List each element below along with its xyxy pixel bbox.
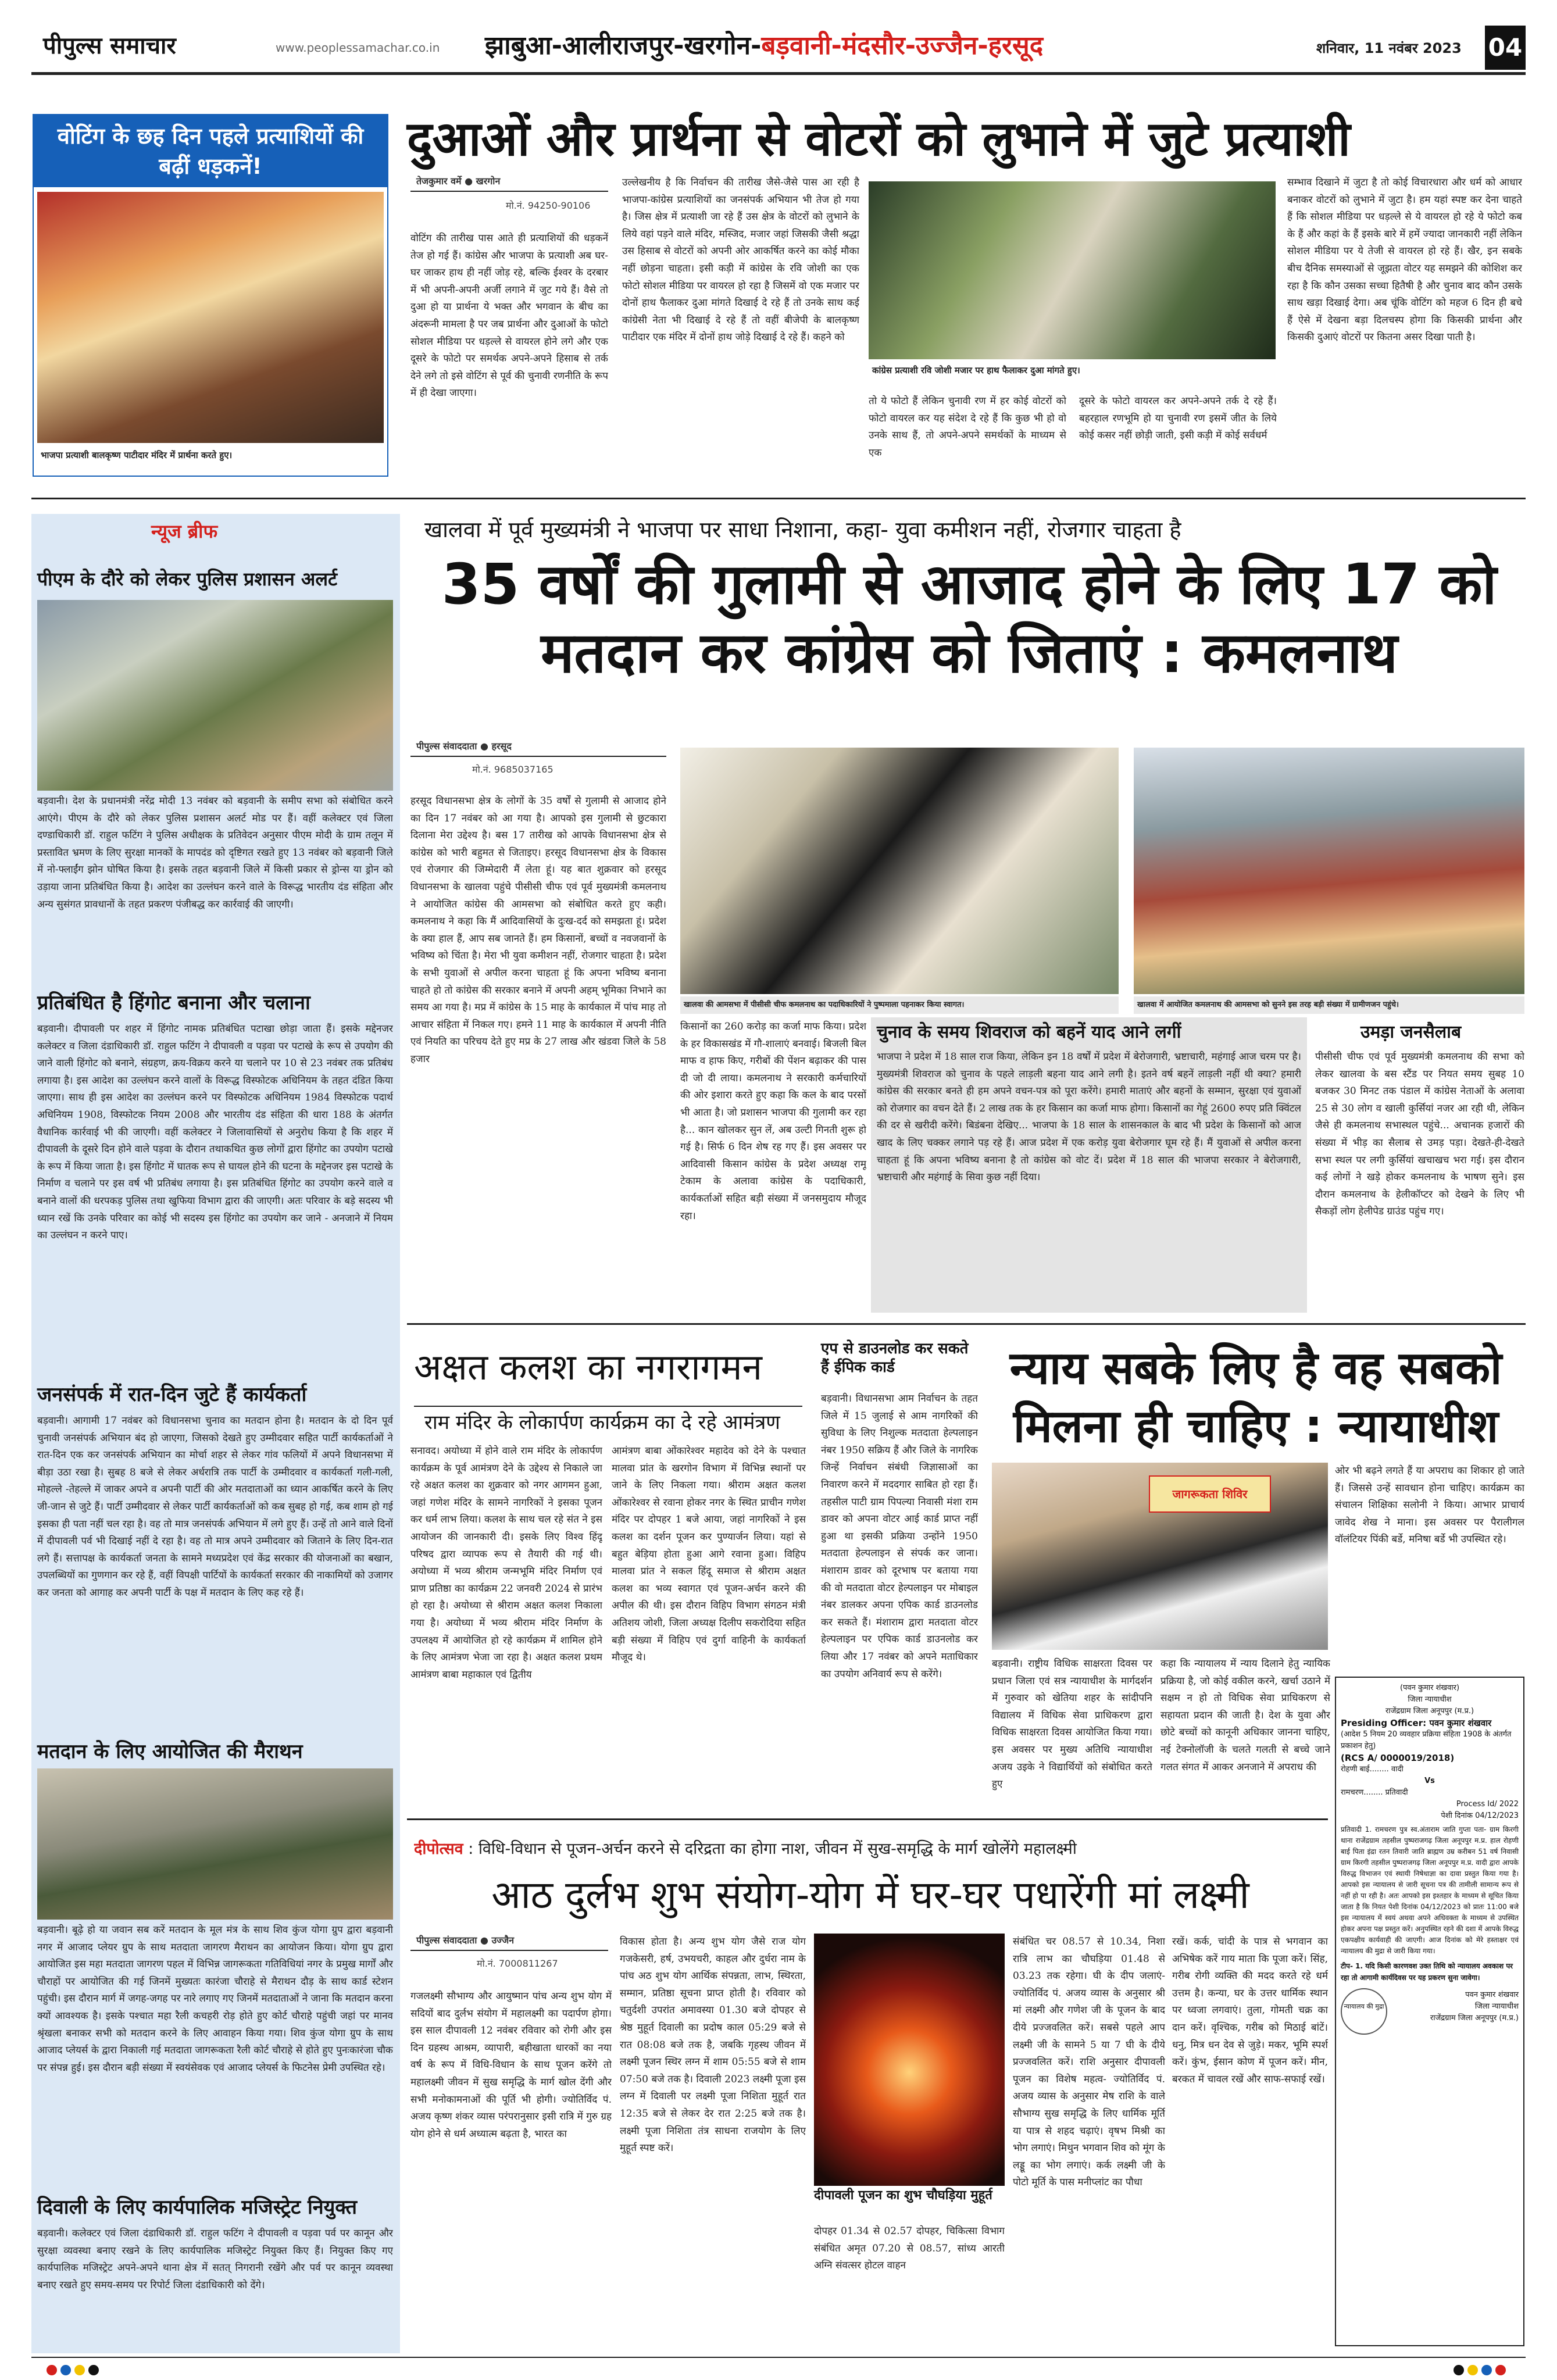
lead-box-caption: भाजपा प्रत्याशी बालकृष्ण पाटीदार मंदिर में प्रार्थना करते हुए। xyxy=(41,450,233,460)
reg-dot xyxy=(1467,2365,1478,2375)
reg-dot xyxy=(60,2365,71,2375)
story6-byline-rule xyxy=(410,1950,608,1951)
story1-col2: उल्लेखनीय है कि निर्वाचन की तारीख जैसे-जैसे पास आ रही है भाजपा-कांग्रेस प्रत्याशियों का जनसंपर्क अभियान भी तेज हो गया है। जिस क्षेत्र में प्रत्याशी जा रहे हैं उस क्षेत्र के वोटरों को लुभाने के लिये वहां पड़ने वाले मंदिर, मस्जिद, मजार जहां जिसकी जैसी श्रद्धा उस हिसाब से वोटरों को अपनी ओर आकर्षित करने का कोई मौका नहीं छोड़ना चाहता। इसी कड़ी में कांग्रेस के रवि जोशी का एक फोटो सोशल मीडिया पर वायरल हो रहा है जिसमें वो एक मजार पर दोनों हाथ फैलाकर दुआ मांगते दिखाई दे रहे हैं तो उनके साथ कई कांग्रेसी नेता भी दिखाई दे रहे हैं तो वहीं बीजेपी के बालकृष्ण पाटीदार एक मंदिर में दोनों हाथ जोड़े दिखाई दे रहे हैं। कहने को xyxy=(622,177,859,344)
story5-body-right: ओर भी बढ़ने लगते हैं या अपराध का शिकार हो जाते हैं। जिससे उन्हें सावधान होना चाहिए। कार्यक्रम का संचालन शिक्षिका सलोनी ने किया। आभार प्राचार्य जावेद शेख ने माना। इस अवसर पर पैरालीगल वॉलंटियर पिंकी बर्डे, मनिषा बर्डे भी उपस्थित रहे। xyxy=(1335,1465,1524,1546)
story2-mobile: मो.नं. 9685037165 xyxy=(472,764,553,775)
notice-l8: Vs xyxy=(1424,1777,1435,1785)
notice-l5: (आदेश 5 नियम 20 व्यवहार प्रक्रिया संहिता 1908 के अंतर्गत प्रकाशन हेतु) xyxy=(1341,1730,1512,1750)
page-number: 04 xyxy=(1485,26,1526,70)
reg-dot xyxy=(74,2365,85,2375)
story6-col2: विकास होता है। अन्य शुभ योग जैसे राज योग गजकेसरी, हर्ष, उभयचरी, काहल और दुर्धरा नाम के पांच अठ शुभ योग आर्थिक संपन्नता, लाभ, स्थिरता, सम्मान, प्रतिष्ठा सूचना प्राप्त होती है। रविवार को चतुर्दशी उपरांत अमावस्या 01.30 बजे दोपहर से श्रेष्ठ मुहूर्त दिवाली का प्रदोष काल 05:29 बजे से रात 08:08 बजे तक है, जबकि गृहस्थ जीवन में लक्ष्मी पूजन स्थिर लग्न में शाम 05:55 बजे से शाम 07:50 बजे तक है। दिवाली 2023 लक्ष्मी पूजा इस लग्न में दिवाली पर लक्ष्मी पूजा निशिता मुहूर्त रात 12:35 बजे से लेकर देर रात 2:25 बजे तक है। लक्ष्मी पूजा निशिता तंत्र साधना राजयोग के लिए मुहूर्त स्पष्ट करें। xyxy=(620,1936,806,2154)
notice-seal: न्यायालय की मुद्रा xyxy=(1341,1988,1387,2035)
story1-col3b: दूसरे के फोटो वायरल कर अपने-अपने तर्क दे रहे हैं। बहरहाल रणभूमि हो या चुनावी रण इसमें जीत के लिये कोई कसर नहीं छोड़ी जाती, इसी कड़ी में कोई सर्वधर्म xyxy=(1079,395,1277,442)
story2-byline: पीपुल्स संवाददाता ● हरसूद xyxy=(416,741,512,752)
notice-sig3: राजेंद्रग्राम जिला अनूपपुर (म.प्र.) xyxy=(1430,2014,1519,2022)
masthead xyxy=(31,26,1526,70)
story2-caption2: खालवा में आयोजित कमलनाथ की आमसभा को सुनने इस तरह बड़ी संख्या में ग्रामीणजन पहुंचे। xyxy=(1134,996,1524,1014)
story5-poster-text: जागरूकता शिविर xyxy=(1172,1487,1248,1501)
story1-byline: तेजकुमार वर्मे ● खरगोन xyxy=(416,176,501,187)
story2-photo1 xyxy=(680,748,1119,994)
notice-sig2: जिला न्यायाधीश xyxy=(1474,2002,1519,2011)
brief5-title: दिवाली के लिए कार्यपालिक मजिस्ट्रेट नियुक्त xyxy=(37,2196,357,2219)
masthead-date: शनिवार, 11 नवंबर 2023 xyxy=(1316,40,1462,56)
brief3-body: बड़वानी। आगामी 17 नवंबर को विधानसभा चुनाव का मतदान होना है। मतदान के दो दिन पूर्व चुनावी जनसंपर्क अभियान बंद हो जाएगा, जिसको देखते हुए उम्मीदवार सहित पार्टी कार्यकर्ताओं ने रात-दिन एक कर जनसंपर्क अभियान का मोर्चा शहर से लेकर गांव फलियों में अपने विधानसभा में बीड़ा उठा रखा है। सुबह 8 बजे से लेकर अर्धरात्रि तक पार्टी के उम्मीदवार व कार्यकर्ता गली-गली, मोहल्ले -तेहल्ले में जाकर अपने व अपनी पार्टी की ओर मतदाताओं का ध्यान आकर्षित करने के लिए जी-जान से जुटे हैं। पार्टी उम्मीदवार से लेकर पार्टी कार्यकर्ताओं को कब सुबह हो गई, कब शाम हो गई इसका ही पता नहीं चल रहा है। वह तो मात्र जनसंपर्क अभियान में लगे हुए हैं। उन्हें तो आने वाले दिनों में दीपावली पर्व भी दिखाई नहीं दे रहा है। वह तो मात्र अपने उम्मीदवार को जिताने के लिए दिन-रात लगे हैं। सत्तापक्ष के कार्यकर्ता जनता के सामने मध्यप्रदेश एवं केंद्र सरकार की योजनाओं का बखान, उपलब्धियों का गुणगान कर रहे हैं, वहीं विपक्षी पार्टियों के कार्यकर्ता सरकार की नाकामियों को उजागर कर जनता को आगाह कर अपनी पार्टी के पक्ष में मतदान के लिए कह रहे हैं। xyxy=(37,1415,393,1599)
notice-sig1: पवन कुमार शंखवार xyxy=(1465,1991,1519,1999)
story6-mobile: मो.नं. 7000811267 xyxy=(477,1958,558,1969)
story6-col1: गजलक्ष्मी सौभाग्य और आयुष्मान पांच अन्य शुभ योग में सदियों बाद दुर्लभ संयोग में महालक्ष्मी का पदार्पण होगा। इस साल दीपावली 12 नवंबर रविवार को रोगी और इस दिन ग्रहस्थ आश्रम, व्यापारी, बहीखाता धारकों का नया वर्ष के रूप में विधि-विधान के साथ पूजन करेंगे तो महालक्ष्मी जीवन में सुख समृद्धि के मार्ग खोल देंगी और सभी मनोकामनाओं की पूर्ति भी होगी। ज्योतिर्विद पं. अजय कृष्ण शंकर व्यास परंपरानुसार इसी रात्रि में गुरु ग्रह योग होने से धर्म अध्यात्म बढ़ता है, भारत का xyxy=(410,1991,612,2140)
notice-footer: टीप- 1. यदि किसी कारणवश उक्त तिथि को न्यायालय अवकाश पर रहा तो आगामी कार्यदिवस पर यह प्रकरण सुना जावेगा। xyxy=(1341,1962,1513,1982)
story3-rule xyxy=(414,1406,802,1407)
brief1-body: बड़वानी। देश के प्रधानमंत्री नरेंद्र मोदी 13 नवंबर को बड़वानी के समीप सभा को संबोधित करने आएंगे। पीएम के दौरे को लेकर पुलिस प्रशासन अलर्ट मोड पर हैं। वहीं कलेक्टर एवं जिला दण्डाधिकारी डॉ. राहुल फटिंग ने पुलिस अधीक्षक के प्रतिवेदन अनुसार पीएम मोदी के ग्राम तलून में प्रस्तावित भ्रमण के लिए सुरक्षा मानकों के मापदंड को दृष्टिगत रखते हुए 13 नवंबर को बड़वानी जिले में नो-फ्लाईंग झोन घोषित किया है। इसके तहत बड़वानी जिले में किसी प्रकार से ड्रोन्स या ड्रोन को उड़ाया जाना प्रतिबंधित किया है। आदेश का उल्लंघन करने वाले के विरूद्ध भारतीय दंड संहिता और अन्य सुसंगत प्रावधानों के तहत प्रकरण पंजीबद्ध कर कार्रवाई की जाएगी। xyxy=(37,795,393,910)
notice-l7: रोहणी बाई........ वादी xyxy=(1341,1765,1404,1774)
story6-kicker-row xyxy=(414,1837,1327,1860)
notice-l2: जिला न्यायाधीश xyxy=(1408,1695,1452,1704)
story1-col1: वोटिंग की तारीख पास आते ही प्रत्याशियों की धड़कनें तेज हो गई हैं। कांग्रेस और भाजपा के प्रत्याशी अब घर-घर जाकर हाथ ही नहीं जोड़ रहे, बल्कि ईश्वर के दरबार में भी अपनी-अपनी अर्जी लगाने में जुट गये हैं। वैसे तो दुआ हो या प्रार्थना ये भक्त और भगवान के बीच का अंदरूनी मामला है पर जब प्रार्थना और दुआओं के फोटो सोशल मीडिया पर धड़ल्ले से वायरल होने लगे और एक दूसरे के फोटो पर समर्थक अपने-अपने हिसाब से तर्क देने लगे तो इसे वोटिंग से पूर्व की चुनावी रणनीति के रूप में ही देखा जाएगा। xyxy=(410,233,608,399)
story5-poster xyxy=(1149,1475,1271,1513)
story4-headline: एप से डाउनलोड कर सकते हैं ईपिक कार्ड xyxy=(821,1340,969,1376)
masthead-logo: पीपुल्स समाचार xyxy=(43,33,176,59)
story2-col1: हरसूद विधानसभा क्षेत्र के लोगों के 35 वर्षों से गुलामी से आजाद होने का दिन 17 नवंबर को आ गया है। आपको इस गुलामी से छुटकारा दिलाना मेरा उद्देश्य है। बस 17 तारीख को आपके विधानसभा क्षेत्र से कांग्रेस को भारी बहुमत से जिताइए। हरसूद विधानसभा क्षेत्र के विकास एवं रोजगार की जिम्मेदारी मैं लेता हूं। यह बात शुक्रवार को हरसूद विधानसभा के खालवा पहुंचे पीसीसी चीफ एवं पूर्व मुख्यमंत्री कमलनाथ ने आयोजित कांग्रेस की आमसभा को संबोधित करते हुए कही। कमलनाथ ने कहा कि मैं आदिवासियों के दुःख-दर्द को समझता हूं। प्रदेश के क्या हाल हैं, आप सब जानते हैं। हम किसानों, बच्चों व नवजवानों के भविष्य को चिंता है। मेरा भी युवा कमीशन नहीं, रोजगार चाहता है। प्रदेश के सभी युवाओं से अपील करना चाहता हूं कि अपना भविष्य बनाना चाहते हो तो कांग्रेस की सरकार बनाने में अपनी अहम् भूमिका निभाने का समय आ गया है। मप्र में कांग्रेस के 15 माह के कार्यकाल में पांच माह तो आचार संहिता में निकल गए। हमने 11 माह के कार्यकाल में अपनी नीति एवं नियति का परिचय देते हुए मप्र के 27 लाख और खंडवा जिले के 58 हजार xyxy=(410,795,666,1065)
lead-box-title: वोटिंग के छह दिन पहले प्रत्याशियों की बढ़ीं धड़कनें! xyxy=(34,115,387,187)
brief2-title: प्रतिबंधित है हिंगोट बनाना और चलाना xyxy=(37,991,310,1014)
story6-photo xyxy=(814,1934,1005,2186)
story2-headline: 35 वर्षों की गुलामी से आजाद होने के लिए 17 को मतदान कर कांग्रेस को जिताएं : कमलनाथ xyxy=(441,552,1497,685)
brief2-body: बड़वानी। दीपावली पर शहर में हिंगोट नामक प्रतिबंधित पटाखा छोड़ा जाता हैं। इसके मद्देनजर कलेक्टर व जिला दंडाधिकारी डॉ. राहुल फटिंग ने दीपावली व पड़वा पर पटाखे के रूप से उपयोग की जाने वाली हिंगोट को बनाने, संग्रहण, क्रय-विक्रय करने या चलाने पर 10 से 23 नवंबर तक प्रतिबंध लगाया है। इस आदेश का उल्लंघन करने वालों के विरूद्ध विस्फोटक अधिनियम के तहत दंडित किया जाएगा। साथ ही इस आदेश का उल्लंघन करने पर विस्फोटक अधिनियम 1984 विस्फोटक पदार्थ अधिनियम 1908, विस्फोटक नियम 2008 और भारतीय दंड संहिता की धारा 188 के अंतर्गत वैधानिक कार्रवाई भी की जाएगी। वहीं कलेक्टर ने जिलावासियों से अनुरोध किया है कि शहर में दीपावली के दूसरे दिन होने वाले पड़वा के दौरान तथाकथित कुछ लोगों द्वारा हिंगोट का उपयोग पटाखे के रूप में किया जाता है। इस हिंगोट में घातक रूप से घायल होने की घटना के मद्देनजर इस पटाखे के निर्माण व चलाने पर इस वर्ष भी प्रतिबंध लगाया है। इस प्रतिबंधित हिंगोट का उपयोग करने वाले व बनाने वालों की धरपकड़ पुलिस तथा खुफिया विभाग द्वारा की जाएगी। अतः परिवार के बड़े सदस्य भी ध्यान रखें कि उनके परिवार का कोई भी सदस्य इस हिंगोट का उपयोग कर जाने - अनजाने में नियम का उल्लंघन न करने पाए। xyxy=(37,1023,393,1242)
brief1-photo xyxy=(37,600,393,791)
masthead-regions-black: झाबुआ-आलीराजपुर-खरगोन- xyxy=(485,31,762,60)
color-registration-right xyxy=(1454,2364,1506,2377)
story1-col4: सम्भाव दिखाने में जुटा है तो कोई विचारधारा और धर्म को आधार बनाकर वोटरों को लुभाने में जुटा है। हम यहां स्पष्ट कर देना चाहते हैं कि सोशल मीडिया पर धड़ल्ले से ये वायरल हो रहे ये फोटो कब के हैं और कहां के हैं इसके बारे में हमें ज्यादा जानकारी नहीं लेकिन सोशल मीडिया पर ये तेजी से वायरल हो रहे हैं। खैर, इन सबके बीच दैनिक समस्याओं से जूझता वोटर यह समझने की कोशिश कर रहा है कि कौन उसका सच्चा हितैषी है और चुनाव बाद कौन उसके साथ खड़ा दिखाई देगा। अब चूंकि वोटिंग को महज 6 दिन ही बचे हैं ऐसे में देखना बड़ा दिलचस्प होगा कि किसकी प्रार्थना और किसकी दुआएं वोटरों पर कितना असर दिखा पाती है। xyxy=(1287,177,1522,344)
story1-mobile: मो.नं. 94250-90106 xyxy=(506,200,591,211)
brief4-title: मतदान के लिए आयोजित की मैराथन xyxy=(37,1740,303,1763)
story2-photo2 xyxy=(1134,748,1524,994)
story2-caption1: खालवा की आमसभा में पीसीसी चीफ कमलनाथ का पदाधिकारियों ने पुष्पमाला पहनाकर किया स्वागत। xyxy=(680,996,1119,1014)
story6-byline: पीपुल्स संवाददाता ● उज्जैन xyxy=(416,1935,515,1946)
masthead-rule xyxy=(31,72,1526,75)
notice-l11: पेशी दिनांक 04/12/2023 xyxy=(1441,1811,1519,1820)
story2-byline-rule xyxy=(410,756,666,757)
story6-kicker-sep: : xyxy=(468,1840,478,1858)
story5-col2: कहा कि न्यायालय में न्याय दिलाने हेतु न्यायिक प्रक्रिया है, जो कोई वकील करने, खर्चा उठाने में सक्षम न हो तो विधिक सेवा प्राधिकरण से सहायता प्रदान की जाती है। देश के युवा और छोटे बच्चों को कानूनी अधिकार जानना चाहिए, नई टेक्नोलॉजी के चलते गलती से बच्चे जाने गलत संगत में आकर अनजाने में अपराध की xyxy=(1160,1658,1330,1773)
story4-body: बड़वानी। विधानसभा आम निर्वाचन के तहत जिले में 15 जुलाई से आम नागरिकों की सुविधा के लिए निशुल्क मतदाता हेल्पलाइन नंबर 1950 सक्रिय हैं और जिले के नागरिक जिन्हें निर्वाचन संबंधी जिज्ञासाओं का निवारण करने में मददगार साबित हो रहा हैं। तहसील पाटी ग्राम पिपल्या निवासी मंशा राम डावर को अपना वोटर आई कार्ड प्राप्त नहीं हुआ था इसकी प्रक्रिया उन्होंने 1950 मतदाता हेल्पलाइन से संपर्क कर जाना। मंशाराम डावर को दूरभाष पर बताया गया की वो मतदाता वोटर हेल्पलाइन पर मोबाइल नंबर डालकर अपना एपिक कार्ड डाउनलोड कर सकते हैं। मंशाराम द्वारा मतदाता वोटर हेल्पलाइन पर एपिक कार्ड डाउनलोड कर लिया और 17 नवंबर को अपने मताधिकार का उपयोग अनिवार्य रूप से करेंगे। xyxy=(821,1393,978,1680)
story6-col4: रखें। कर्क, चांदी के पात्र से भगवान का अभिषेक करें गाय माता कि पूजा करें। सिंह, गरीब रोगी व्यक्ति की मदद करते रहे धर्म उत्तम है। कन्या, घर के उत्तर धार्मिक स्थान पर ध्वजा लगवाएं। तुला, गोमती चक्र का दान करें। वृश्चिक, गरीब को मिठाई बांटें। धनु, मित्र धन देव से जुड़े। मकर, भूमि स्पर्श करें। कुंभ, ईसान कोण में पूजन करें। मीन, बरकत में चावल रखें और साफ-सफाई रखें। xyxy=(1172,1936,1328,2085)
story3-col1: सनावद। अयोध्या में होने वाले राम मंदिर के लोकार्पण कार्यक्रम के पूर्व आमंत्रण देने के उद्देश्य से निकाले जा रहे अक्षत कलश का शुक्रवार को नगर आगमन हुआ, जहां गणेश मंदिर के सामने नागरिकों ने इसका पूजन कर धर्म लाभ लिया। कलश के साथ चल रहे संत ने इस आयोजन की जानकारी दी। इसके लिए विश्व हिंदू परिषद द्वारा व्यापक रूप से तैयारी की गई थी। अयोध्या में भव्य श्रीराम जन्मभूमि मंदिर निर्माण एवं प्राण प्रतिष्ठा का कार्यक्रम 22 जनवरी 2024 से प्रारंभ हो रहा है। अयोध्या से श्रीराम अक्षत कलश निकाला गया है। अयोध्या में भव्य श्रीराम मंदिर निर्माण के उपलक्ष्य में आयोजित हो रहे कार्यक्रम में शामिल होने के लिए आमंत्रण भेजा जा रहा है। अक्षत कलश प्रथम आमंत्रण बाबा महाकाल एवं द्वितीय xyxy=(410,1445,602,1681)
story1-byline-rule xyxy=(410,191,608,192)
story1-caption: कांग्रेस प्रत्याशी रवि जोशी मजार पर हाथ फैलाकर दुआ मांगते हुए। xyxy=(872,365,1080,376)
rule-2 xyxy=(407,1323,1526,1325)
notice-l6: (RCS A/ 0000019/2018) xyxy=(1341,1753,1455,1763)
story6-kicker: विधि-विधान से पूजन-अर्चन करने से दरिद्रता का होगा नाश, जीवन में सुख-समृद्धि के मार्ग खोलेंगे महालक्ष्मी xyxy=(478,1840,1077,1858)
masthead-website: www.peoplessamachar.co.in xyxy=(276,41,440,55)
story5-col1: बड़वानी। राष्ट्रीय विधिक साक्षरता दिवस पर प्रधान जिला एवं सत्र न्यायाधीश के मार्गदर्शन में गुरुवार को खेतिया शहर के सांदीपनि विद्यालय में विधिक सेवा प्राधिकरण द्वारा विधिक साक्षरता दिवस आयोजित किया गया। इस अवसर पर मुख्य अतिथि न्यायाधीश अजय उइके ने विद्यार्थियों को संबोधित करते हुए xyxy=(992,1658,1152,1791)
brief4-body: बड़वानी। बूढ़े हो या जवान सब करें मतदान के मूल मंत्र के साथ शिव कुंज योगा ग्रुप द्वारा बड़वानी नगर में आजाद प्लेयर ग्रुप के साथ मतदाता जागरण मैराथन का आयोजन किया। योगा ग्रुप द्वारा आयोजित इस महा मतदाता जागरण पहल में विभिन्न जागरूकता गतिविधियां नगर के प्रमुख मार्गों और चौराहों पर आयोजित की गई जिनमें मुख्यतः कारंजा चौराहे से मैराथन दौड़ के साथ कार्ड स्टेशन पहुंची। इस दौरान मार्ग में जगह-जगह पर नारे लगाए गए जिनमें मतदाताओं ने जाना कि मतदान करना क्यों आवश्यक है। इसके पश्चात महा रैली कचहरी रोड़ होते हुए कोर्ट चौराहे पहुंची जहां पर मानव श्रृंखला बनाकर सभी को मतदान करने के लिए आवाहन किया गया। शिव कुंज योगा ग्रुप के साथ आजाद प्लेयर्स के द्वारा निकाली गई मतदाता जागरूकता रैली कोर्ट चौराहे से होते हुए पुनःकारंजा चौक पर संपन्न हुई। इस दौरान बड़ी संख्या में स्वयंसेवक एवं आजाद प्लेयर्स के फिटनेस प्रेमी उपस्थित रहे। xyxy=(37,1924,393,2074)
masthead-regions-red: बड़वानी-मंदसौर-उज्जैन-हरसूद xyxy=(761,31,1044,60)
brief1-title: पीएम के दौरे को लेकर पुलिस प्रशासन अलर्ट xyxy=(37,568,338,590)
notice-l4: Presiding Officer: पवन कुमार शंखवार xyxy=(1341,1718,1492,1728)
story3-col2: आमंत्रण बाबा ओंकारेश्वर महादेव को देने के पश्चात मालवा प्रांत के खरगोन विभाग में विभिन्न स्थानों पर जाने के लिए निकला गया। श्रीराम अक्षत कलश ओंकारेश्वर से रवाना होकर नगर के स्थित प्राचीन गणेश मंदिर पर दोपहर 1 बजे आया, जहां नागरिकों ने इस कलश का दर्शन पूजन कर पुण्यार्जन लिया। यहां से बहुत बेड़िया होता हुआ आगे रवाना हुआ। विहिप मालवा प्रांत ने सकल हिंदू समाज से श्रीराम अक्षत कलश का भव्य स्वागत एवं पूजन-अर्चन करने की अपील की थी। इस दौरान विहिप विभाग संगठन मंत्री अतिशय जोशी, जिला अध्यक्ष दिलीप सकरोदिया सहित बड़ी संख्या में विहिप एवं दुर्गा वाहिनी के कार्यकर्ता मौजूद थे। xyxy=(612,1445,806,1664)
story2-kicker: खालवा में पूर्व मुख्यमंत्री ने भाजपा पर साधा निशाना, कहा- युवा कमीशन नहीं, रोजगार चाहता है xyxy=(424,517,1181,542)
notice-l10: Process Id/ 2022 xyxy=(1456,1800,1519,1809)
story1-headline: दुआओं और प्रार्थना से वोटरों को लुभाने में जुटे प्रत्याशी xyxy=(407,112,1351,167)
story2-col2: किसानों का 260 करोड़ का कर्जा माफ किया। प्रदेश के हर विकासखंड में गौ-शालाएं बनवाई। बिजली बिल माफ व हाफ किए, गरीबों की पेंशन बढ़ाकर की पास दी जो दी लाया। कमलनाथ ने सरकारी कर्मचारियों की ओर इशारा करते हुए कहा कि कल के बाद परसों भी आता है। जो प्रशासन भाजपा की गुलामी कर रहा है... कान खोलकर सुन लें, अब उल्टी गिनती शुरू हो गई है। सिर्फ 6 दिन शेष रह गए हैं। इस अवसर पर आदिवासी किसान कांग्रेस के प्रदेश अध्यक्ष रामू टेकाम के अलावा कांग्रेस के पदाधिकारी, कार्यकर्ताओं सहित बड़ी संख्या में जनसमुदाय मौजूद रहा। xyxy=(680,1021,866,1222)
story3-subhead: राम मंदिर के लोकार्पण कार्यक्रम का दे रहे आमंत्रण xyxy=(424,1411,780,1434)
notice-l3: राजेंद्रग्राम जिला अनूपपुर (म.प्र.) xyxy=(1385,1707,1474,1716)
lead-box-photo xyxy=(37,192,384,443)
story5-photo xyxy=(992,1463,1328,1650)
notice-l1: (पवन कुमार शंखवार) xyxy=(1399,1684,1460,1692)
story6-headline: आठ दुर्लभ शुभ संयोग-योग में घर-घर पधारेंगी मां लक्ष्मी xyxy=(491,1872,1249,1917)
notice-l9: रामचरण........ प्रतिवादी xyxy=(1341,1788,1408,1797)
reg-dot xyxy=(1481,2365,1492,2375)
story6-col3: संबंधित चर 08.57 से 10.34, निशा रात्रि लाभ का चौघड़िया 01.48 से 03.23 तक रहेगा। घी के दीप जलाएं- ज्योतिर्विद पं. अजय व्यास के अनुसार श्री मां लक्ष्मी और गणेश जी के पूजन के बाद दीये प्रज्जवलित करें। सबसे पहले आप लक्ष्मी जी के सामने 5 या 7 घी के दीये प्रज्जवलित करें। राशि अनुसार दीपावली पूजन का विशेष महत्व- ज्योतिर्विद पं. अजय व्यास के अनुसार मेष राशि के वाले सौभाग्य सुख समृद्धि के लिए धार्मिक मूर्ति या पात्र से शहद चढ़ाएं। वृषभ मिश्री का भोग लगाएं। मिथुन भगवान शिव को मूंग के लड्डू का भोग लगाएं। कर्क लक्ष्मी जी के पोटो मूर्ति के पास मनीप्लांट का पौधा xyxy=(1013,1936,1165,2189)
brief5-body: बड़वानी। कलेक्टर एवं जिला दंडाधिकारी डॉ. राहुल फटिंग ने दीपावली व पड़वा पर्व पर कानून और सुरक्षा व्यवस्था बनाए रखने के लिए कार्यपालिक मजिस्ट्रेट नियुक्त किए हैं। नियुक्त किए गए कार्यपालिक मजिस्ट्रेट अपने-अपने थाना क्षेत्र में सतत् निगरानी रखेंगे और पर्व पर कानून व्यवस्था बनाए रखते हुए समय-समय पर रिपोर्ट जिला दंडाधिकारी को देंगे। xyxy=(37,2228,393,2291)
footer-rule xyxy=(31,2357,1526,2358)
rule-3 xyxy=(407,1818,1328,1820)
story2-sub1-body: भाजपा ने प्रदेश में 18 साल राज किया, लेकिन इन 18 वर्षों में प्रदेश में बेरोजगारी, भ्रष्टाचारी, महंगाई आज चरम पर है। मुख्यमंत्री शिवराज को चुनाव के पहले लाड़ली बहना याद आने लगी है। इतने वर्ष बहनें लाड़ली नहीं थी क्या? हमारी कांग्रेस की सरकार बनते ही हम अपने वचन-पत्र को पूरा करेंगे। हमारी माताएं और बहनों के सम्मान, सुरक्षा एवं युवाओं को रोजगार का वचन देते हैं। 2 लाख तक के हर किसान का कर्जा माफ होगा। किसानों का गेहूं 2600 रुपए प्रति क्विंटल की दर से खरीदी करेंगे। बिडंबना देखिए... भाजपा के 18 साल के शासनकाल के बाद भी प्रदेश के किसानों को आज खाद के लिए चक्कर लगाने पड़ रहे हैं। आज प्रदेश में एक करोड़ युवा बेरोजगार घूम रहे हैं। मैं युवाओं से अपील करना चाहता हूं कि अपना भविष्य बनाना है तो कांग्रेस को वोट दें। प्रदेश में 18 साल की भाजपा सरकार ने बेरोजगारी, भ्रष्टाचारी और महंगाई के सिवा कुछ नहीं दिया। xyxy=(877,1051,1301,1184)
court-notice xyxy=(1335,1677,1524,2346)
story6-col3-bottom: दोपहर 01.34 से 02.57 दोपहर, चिकित्सा विभाग संबंधित अमृत 07.20 से 08.57, सांध्य आरती अग्नि संवत्सर होटल वाहन xyxy=(814,2225,1005,2272)
lead-box xyxy=(33,114,388,477)
color-registration-left xyxy=(47,2364,99,2377)
rule-1 xyxy=(31,498,1526,499)
reg-dot xyxy=(1454,2365,1464,2375)
story2-sub2-body: पीसीसी चीफ एवं पूर्व मुख्यमंत्री कमलनाथ की सभा को लेकर खालवा के बस स्टैंड पर नियत समय सुबह 10 बजकर 30 मिनट तक पंडाल में कांग्रेस नेताओं के अलावा 25 से 30 लोग व खाली कुर्सियां नजर आ रही थी, लेकिन जैसे ही कमलनाथ सभास्थल पहुंचे... अचानक हजारों की संख्या में भीड़ का सैलाब से उमड़ पड़ा। देखते-ही-देखते सभा स्थल पर लगी कुर्सियां खचाखच भरा गई। इस दौरान कई लोगों ने खड़े होकर कमलनाथ के भाषण सुने। इस दौरान कमलनाथ के हेलीकॉप्टर को देखने के लिए भी सैकड़ों लोग हेलीपेड ग्राउंड पहुंच गए। xyxy=(1315,1051,1524,1218)
story2-sub1: चुनाव के समय शिवराज को बहनें याद आने लगीं xyxy=(877,1022,1181,1042)
story2-sub2: उमड़ा जनसैलाब xyxy=(1360,1022,1462,1042)
brief4-photo xyxy=(37,1768,393,1920)
story6-kicker-tag: दीपोत्सव xyxy=(414,1840,463,1858)
reg-dot xyxy=(88,2365,99,2375)
masthead-regions xyxy=(485,31,1043,61)
reg-dot xyxy=(1495,2365,1506,2375)
story5-headline: न्याय सबके लिए है वह सबको मिलना ही चाहिए : न्यायाधीश xyxy=(1009,1342,1502,1453)
story6-caption: दीपावली पूजन का शुभ चौघड़िया मुहूर्त xyxy=(814,2188,992,2203)
story3-headline: अक्षत कलश का नगरागमन xyxy=(414,1346,762,1388)
reg-dot xyxy=(47,2365,57,2375)
story1-col3a: तो ये फोटो हैं लेकिन चुनावी रण में हर कोई वोटरों को फोटो वायरल कर यह संदेश दे रहे हैं कि कुछ भी हो वो उनके साथ हैं, तो अपने-अपने समर्थकों के माध्यम से एक xyxy=(869,395,1066,459)
brief3-title: जनसंपर्क में रात-दिन जुटे हैं कार्यकर्ता xyxy=(37,1383,307,1406)
notice-body: प्रतिवादी 1. रामचरण पुत्र स्व.अंताराम जाति गुप्ता पता- ग्राम किरगी थाना राजेंद्रग्राम तहसील पुष्पराजगढ़ जिला अनूपपुर म.प्र. हाल रोहणी बाई पिता इंद्रा रतन तिवारी जाति ब्राह्मण उम्र करीबन 51 वर्ष निवासी ग्राम किरगी तहसील पुष्पराजगढ़ जिला अनूपपुर म.प्र. वादी द्वारा आपके विरुद्ध विभाजन एवं स्थायी निषेधाज्ञा का दावा प्रस्तुत किया गया है। आपको इस न्यायालय से जारी सूचना पत्र की तामीली सामान्य रूप से नहीं हो पा रही है। अतः आपको इस इश्तहार के माध्यम से सूचित किया जाता है कि नियत पेशी दिनांक 04/12/2023 को प्रातः 11:00 बजे इस न्यायालय में स्वयं अथवा अपने अधिवक्ता के माध्यम से उपस्थित होकर अपना पक्ष प्रस्तुत करें। अनुपस्थित रहने की दशा में आपके विरुद्ध एकपक्षीय कार्यवाही की जाएगी। आज दिनांक को मेरे हस्ताक्षर एवं न्यायालय की मुद्रा से जारी किया गया। xyxy=(1341,1825,1519,1955)
story1-photo xyxy=(869,181,1276,359)
news-brief-label: न्यूज ब्रीफ xyxy=(151,520,218,542)
